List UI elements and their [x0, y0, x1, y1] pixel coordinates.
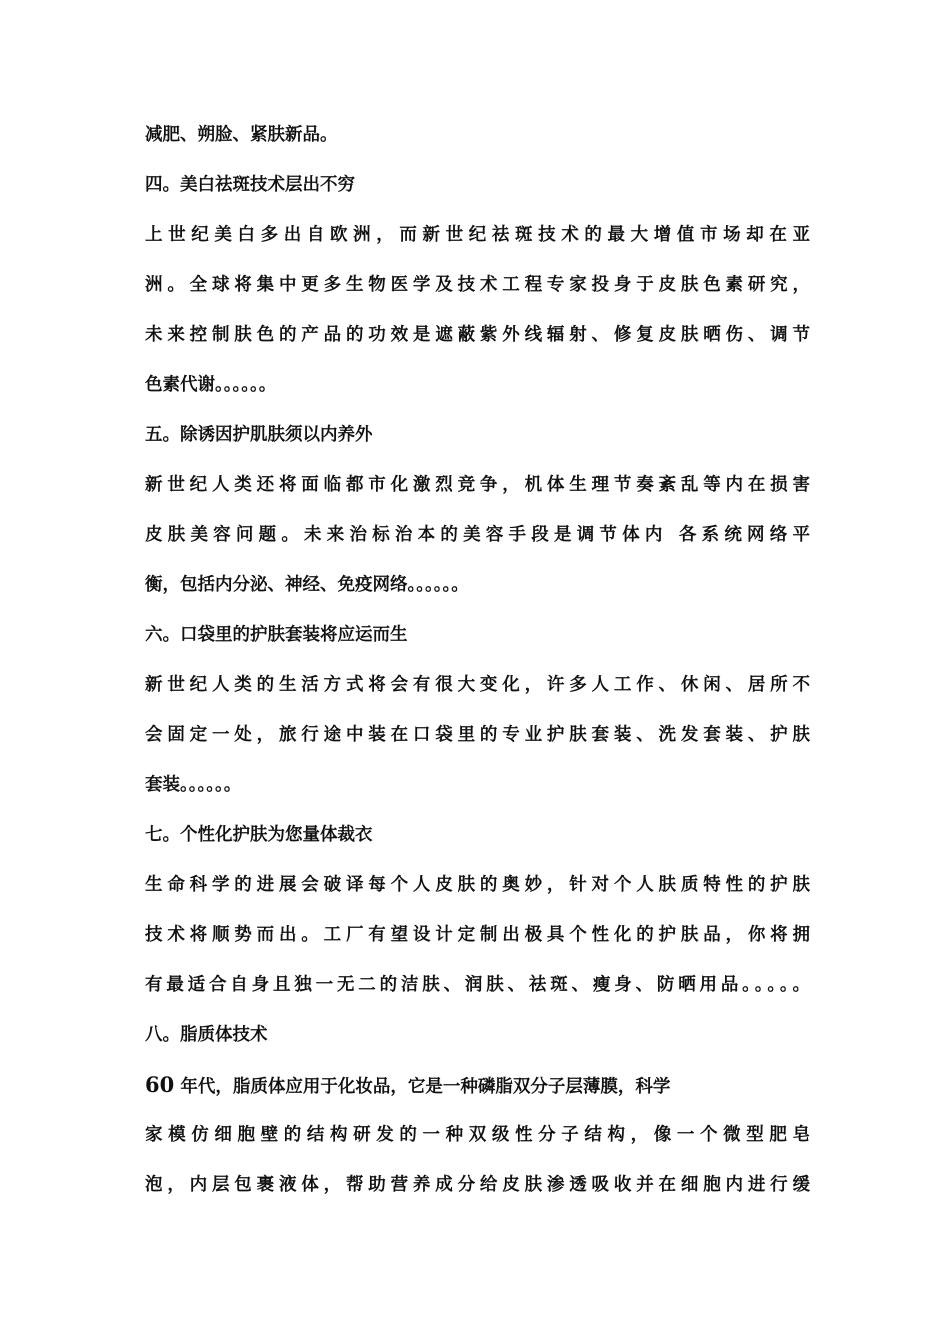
text-line: 新世纪人类还将面临都市化激烈竞争，机体生理节奏紊乱等内在损害: [145, 475, 810, 495]
text-line: 未来控制肤色的产品的功效是遮蔽紫外线辐射、修复皮肤晒伤、调节: [145, 325, 810, 345]
text-line: 减肥、朔脸、紧肤新品。: [145, 125, 338, 145]
text-line: 洲。全球将集中更多生物医学及技术工程专家投身于皮肤色素研究，: [145, 275, 810, 295]
section-heading: 四。美白祛斑技术层出不穷: [145, 175, 355, 195]
section-heading: 八。脂质体技术: [145, 1025, 268, 1045]
text-line: 新世纪人类的生活方式将会有很大变化，许多人工作、休闲、居所不: [145, 675, 810, 695]
section-heading: 五。除诱因护肌肤须以内养外: [145, 425, 373, 445]
text-line: 有最适合自身且独一无二的洁肤、润肤、祛斑、瘦身、防晒用品。。。。。: [145, 975, 810, 995]
section-heading: 六。口袋里的护肤套装将应运而生: [145, 625, 408, 645]
text-line: 套装。。。。。。: [145, 775, 242, 795]
text-line: 上世纪美白多出自欧洲，而新世纪祛斑技术的最大增值市场却在亚: [145, 225, 810, 245]
text-line: 家模仿细胞壁的结构研发的一种双级性分子结构，像一个微型肥皂: [145, 1125, 810, 1145]
section-heading: 七。个性化护肤为您量体裁衣: [145, 825, 373, 845]
text-line: 衡，包括内分泌、神经、免疫网络。。。。。。: [145, 575, 469, 595]
text-line: 色素代谢。。。。。。: [145, 375, 277, 395]
year-number: 60: [145, 1072, 175, 1097]
text-line: [145, 1068, 810, 1102]
text-line-rest: 年代，脂质体应用于化妆品，它是一种磷脂双分子层薄膜，科学: [174, 1077, 671, 1097]
text-line: 皮肤美容问题。未来治标治本的美容手段是调节体内 各系统网络平: [145, 525, 810, 545]
text-line: 技术将顺势而出。工厂有望设计定制出极具个性化的护肤品，你将拥: [145, 925, 810, 945]
text-line: 会固定一处，旅行途中装在口袋里的专业护肤套装、洗发套装、护肤: [145, 725, 810, 745]
text-line: 生命科学的进展会破译每个人皮肤的奥妙，针对个人肤质特性的护肤: [145, 875, 810, 895]
text-line: 泡，内层包裹液体，帮助营养成分给皮肤渗透吸收并在细胞内进行缓: [145, 1175, 810, 1195]
